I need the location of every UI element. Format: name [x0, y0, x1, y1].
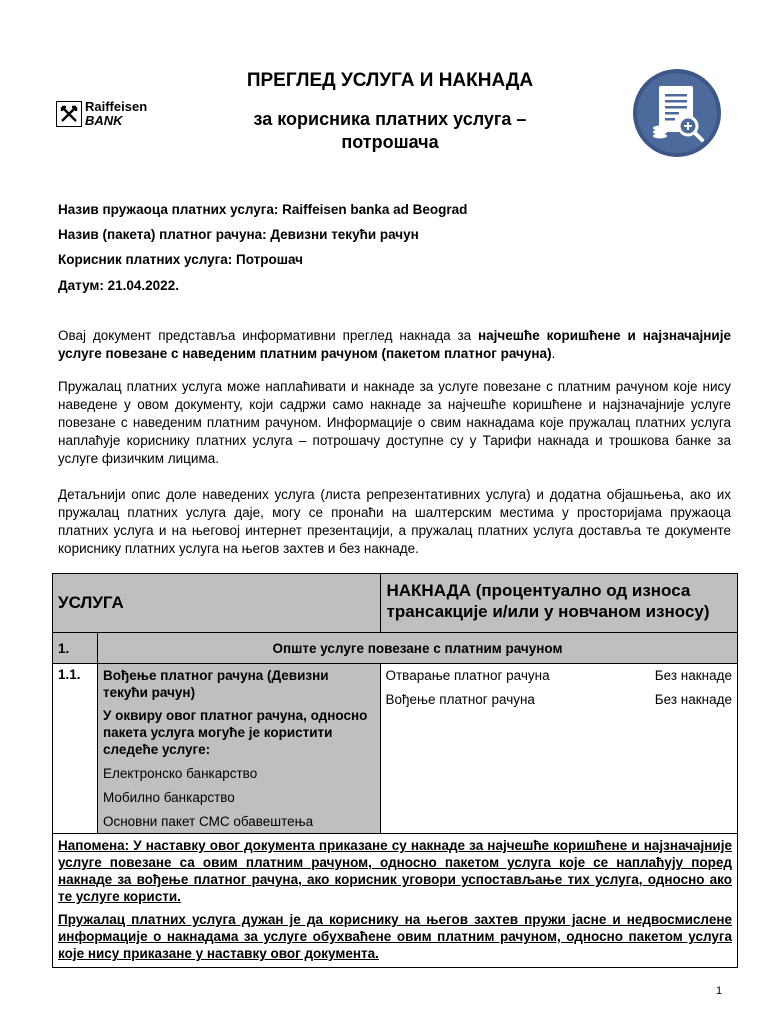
provider-name: Назив пружаоца платних услуга: Raiffeisen banka ad Beograd [58, 202, 468, 217]
raiffeisen-gable-icon [56, 101, 82, 127]
document-fee-icon [632, 68, 722, 158]
intro-p1-start: Овај документ представља информативни преглед накнада за [58, 328, 479, 343]
section-number: 1. [53, 633, 98, 664]
intro-p1-bold: најчешће коришћене и најзначајније услуге повезане с наведеним платним рачуном (пакетом платног рачуна) [58, 328, 731, 361]
logo-name: Raiffeisen [85, 99, 148, 114]
intro-paragraph-3: Детаљнији опис доле наведених услуга (листа репрезентативних услуга) и додатна објашњења, ако их пружалац платних услуга даје, могу се пронаћи на шалтерским местима у просторијама пружаоца платних услуга и на његовој интернет презентацији, а пружалац платних услуга доставља те документе кориснику платних услуга на његов захтев и без накнаде. [58, 487, 731, 556]
header-fee: НАКНАДА (процентуално од износа трансакције и/или у новчаном износу) [380, 574, 738, 633]
notes-cell [53, 834, 738, 968]
intro-paragraph-1 [58, 327, 731, 363]
raiffeisen-logo [56, 100, 147, 128]
row-number: 1.1. [53, 664, 98, 834]
logo-bank: BANK [85, 113, 123, 128]
intro-paragraph-2: Пружалац платних услуга може наплаћивати и накнаде за услуге повезане с платним рачуном које нису наведене у овом документу, који садржи само накнаде за најчешће коришћене и најзначајније услуге повезане с наведеним платним рачуном. Информације о свим накнадама које пружалац платних услуга наплаћује кориснику платних услуга – потрошачу доступне су у Тарифи накнада и трошкова банке за услуге физичким лицима. [58, 379, 731, 466]
document-date: Датум: 21.04.2022. [58, 278, 179, 293]
document-title: ПРЕГЛЕД УСЛУГА И НАКНАДА [246, 70, 534, 91]
intro-p1-end: . [551, 346, 556, 361]
service-user: Корисник платних услуга: Потрошач [58, 252, 304, 267]
account-name: Назив (пакета) платног рачуна: Девизни текући рачун [58, 227, 419, 242]
note-2: Пружалац платних услуга дужан је да кориснику на његов захтев пружи јасне и недвосмислене информације о накнадама за услуге обухваћене овим платним рачуном, односно пакетом услуга које нису приказане у наставку овог документа. [58, 912, 732, 961]
fees-cell [380, 664, 738, 834]
document-subtitle [190, 108, 590, 154]
note-1: Напомена: У наставку овог документа приказане су накнаде за најчешће коришћене и најзначајније услуге повезане са овим платним рачуном, односно пакетом услуга које се наплаћују поред накнаде за вођење платног рачуна, ако корисник уговори успостављање тих услуга, односно ако те услуге користи. [58, 838, 732, 904]
service-item: Електронско банкарство [102, 766, 258, 781]
page-number: 1 [716, 985, 723, 997]
row-title: Вођење платног рачуна (Девизни текући рачун) [102, 668, 329, 700]
subtitle-line-2: потрошача [341, 132, 439, 152]
service-item: Мобилно банкарство [102, 790, 235, 805]
fee-name: Вођење платног рачуна [385, 692, 535, 707]
service-item: Основни пакет СМС обавештења [102, 814, 314, 829]
subtitle-line-1: за корисника платних услуга – [253, 109, 527, 129]
fee-name: Отварање платног рачуна [385, 668, 550, 683]
fees-table [52, 573, 738, 968]
service-cell [97, 664, 380, 834]
fee-value: Без накнаде [654, 692, 732, 707]
fee-row [386, 667, 733, 685]
header-service: УСЛУГА [53, 574, 381, 633]
fee-value: Без накнаде [654, 668, 732, 683]
section-title: Опште услуге повезане с платним рачуном [97, 633, 737, 664]
fee-row [386, 691, 733, 709]
row-subtitle: У оквиру овог платног рачуна, односно пакета услуга могуће је користити следеће услуге: [102, 708, 368, 757]
